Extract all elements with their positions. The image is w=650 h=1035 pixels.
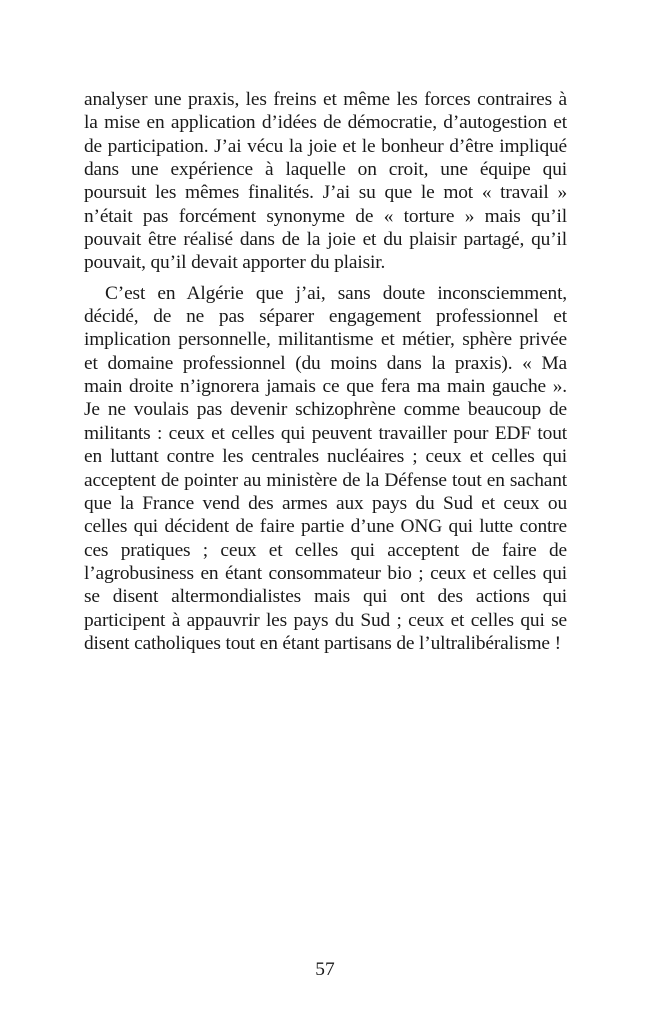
- text-line: dans une expérience à laquelle on croit, une équipe qui: [84, 159, 567, 181]
- text-line: analyser une praxis, les freins et même les forces contraires à: [84, 89, 567, 110]
- text-line: décidé, de ne pas séparer engagement professionnel et: [84, 306, 567, 328]
- paragraph-2: [84, 282, 567, 656]
- text-line: de participation. J’ai vécu la joie et le bonheur d’être impliqué: [84, 135, 567, 157]
- paragraph-spacer: [84, 275, 567, 282]
- text-line: acceptent de pointer au ministère de la Défense tout en sachant: [84, 469, 567, 491]
- text-line: implication personnelle, militantisme et métier, sphère privée: [84, 329, 567, 351]
- paragraph-1: [84, 88, 567, 275]
- text-line: que la France vend des armes aux pays du Sud et ceux ou: [84, 492, 567, 514]
- page-body: [84, 88, 567, 655]
- text-line: militants : ceux et celles qui peuvent travailler pour EDF tout: [84, 422, 567, 444]
- text-line: disent catholiques tout en étant partisans de l’ultralibéralisme !: [84, 632, 561, 654]
- text-line: pouvait, qu’il devait apporter du plaisir.: [84, 252, 386, 274]
- text-line: Je ne voulais pas devenir schizophrène comme beaucoup de: [84, 399, 567, 421]
- text-line: celles qui décident de faire partie d’une ONG qui lutte contre: [84, 516, 567, 538]
- text-line: et domaine professionnel (du moins dans la praxis). « Ma: [84, 352, 567, 374]
- text-line: n’était pas forcément synonyme de « torture » mais qu’il: [84, 205, 567, 227]
- text-line: C’est en Algérie que j’ai, sans doute inconsciemment,: [105, 282, 567, 304]
- text-line: pouvait être réalisé dans de la joie et du plaisir partagé, qu’il: [84, 229, 567, 251]
- text-line: en luttant contre les centrales nucléaires ; ceux et celles qui: [84, 446, 567, 468]
- text-line: participent à appauvrir les pays du Sud ; ceux et celles qui se: [84, 609, 567, 631]
- text-line: la mise en application d’idées de démocratie, d’autogestion et: [84, 112, 567, 134]
- text-line: poursuit les mêmes finalités. J’ai su que le mot « travail »: [84, 182, 567, 204]
- text-line: l’agrobusiness en étant consommateur bio ; ceux et celles qui: [84, 562, 567, 584]
- text-line: main droite n’ignorera jamais ce que fera ma main gauche ».: [84, 376, 567, 398]
- page-number: 57: [315, 959, 335, 980]
- text-line: se disent altermondialistes mais qui ont des actions qui: [84, 586, 567, 608]
- text-line: ces pratiques ; ceux et celles qui acceptent de faire de: [84, 539, 567, 561]
